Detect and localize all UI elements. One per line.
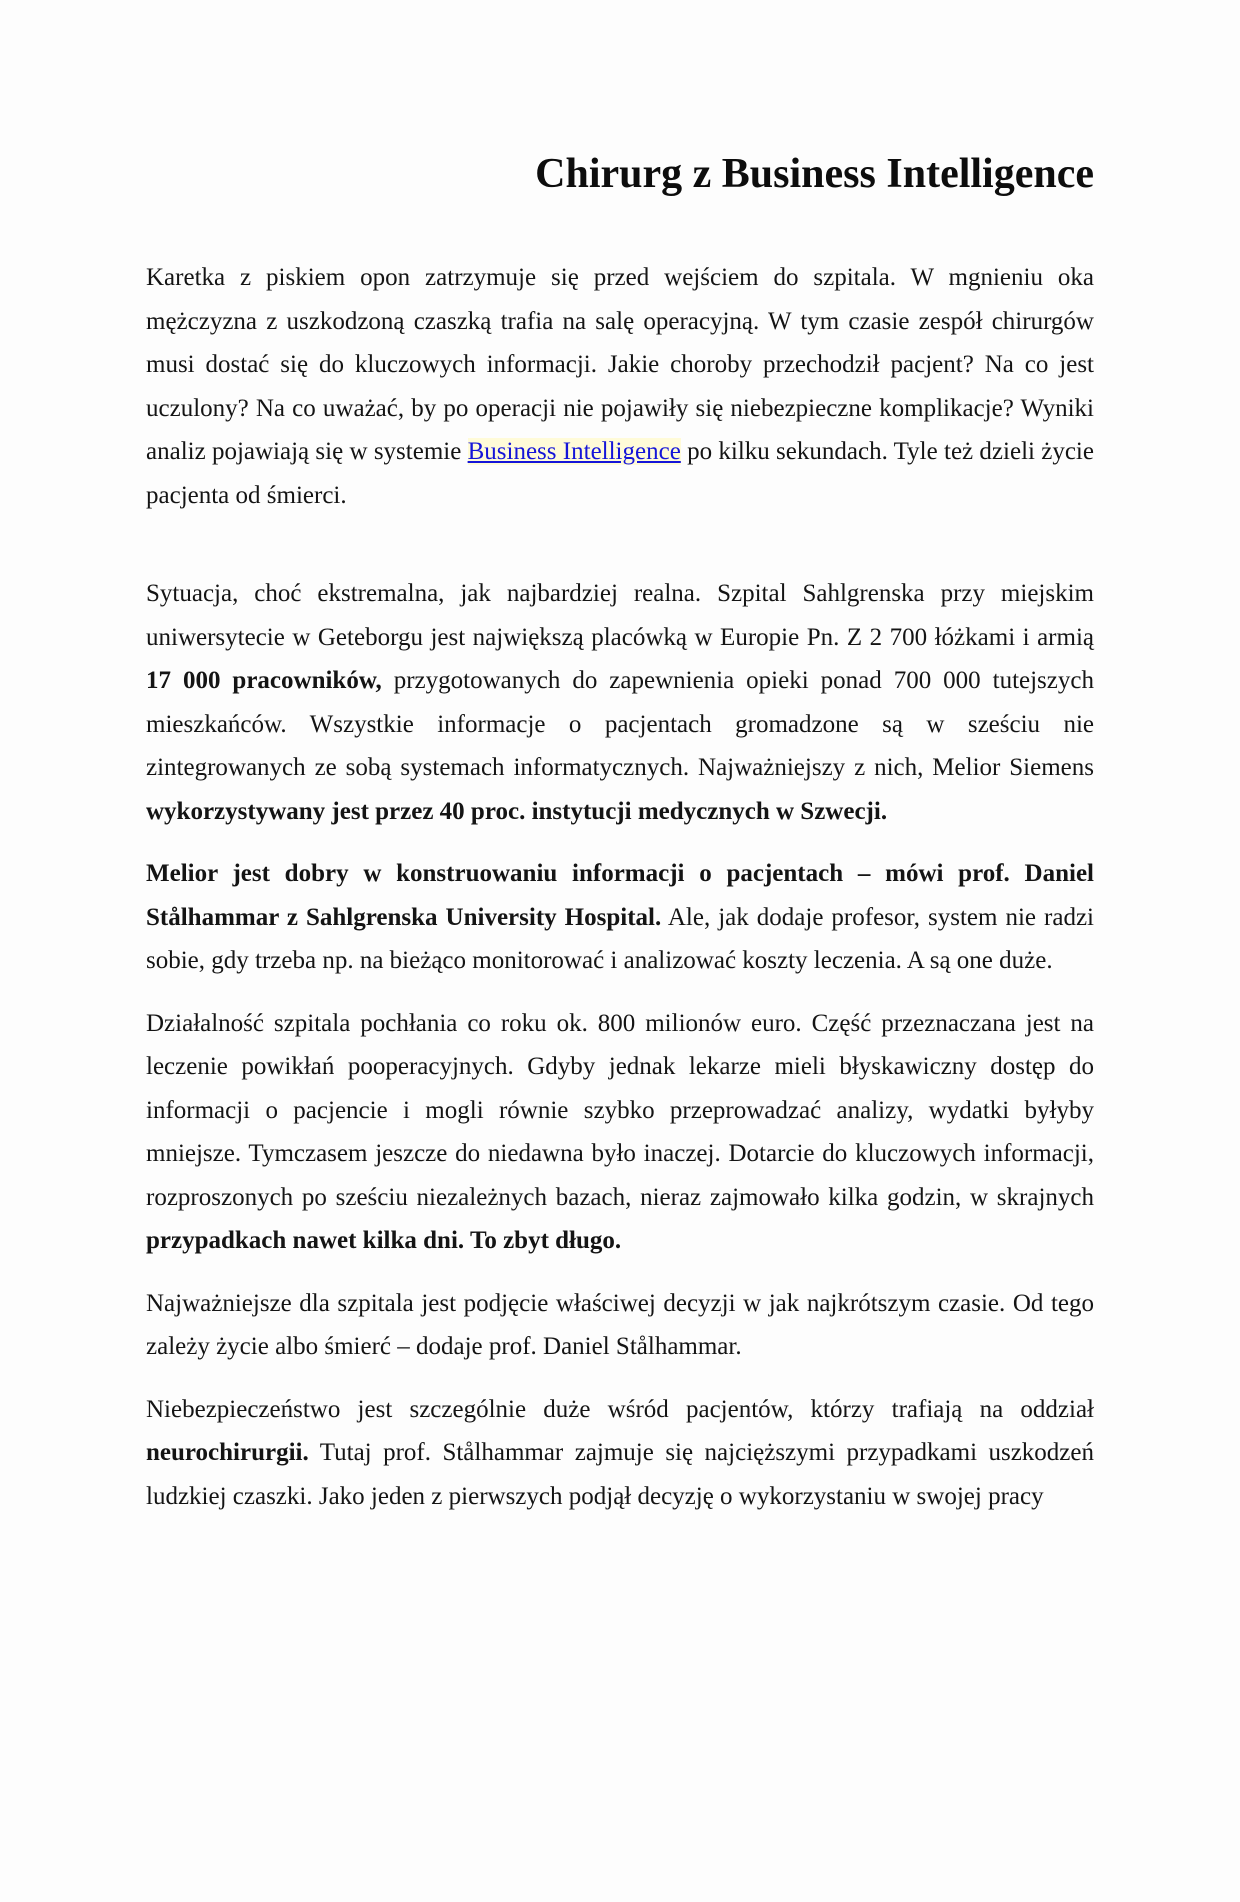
text-run: Karetka z piskiem opon zatrzymuje się przed wejściem do szpitala. W mgnieniu oka mężczyzna z uszkodzoną czaszką trafia na salę operacyjną. W tym czasie zespół chirurgów musi dostać się do kluczowych informacji. Jakie choroby przechodził pacjent? Na co jest uczulony? Na co uważać, by po operacji nie pojawiły się niebezpieczne komplikacje? Wyniki analiz pojawiają się w systemie xyxy=(146,264,1094,465)
text-run: Ale, jak dodaje profesor, system nie radzi sobie, gdy trzeba np. na bieżąco monitorować i analizować koszty leczenia. A są one duże. xyxy=(146,903,1094,974)
bold-text-run: wykorzystywany jest przez 40 proc. instytucji medycznych w Szwecji. xyxy=(146,797,888,825)
document-page xyxy=(0,148,1240,1902)
text-run: Niebezpieczeństwo jest szczególnie duże wśród pacjentów, którzy trafiają na oddział xyxy=(146,1395,1094,1423)
bold-text-run: przypadkach nawet kilka dni. To zbyt długo. xyxy=(146,1227,622,1254)
text-run: Działalność szpitala pochłania co roku ok. 800 milionów euro. Część przeznaczana jest na leczenie powikłań pooperacyjnych. Gdyby jednak lekarze mieli błyskawiczny dostęp do informacji o pacjencie i mogli równie szybko przeprowadzać analizy, wydatki byłyby mniejsze. Tymczasem jeszcze do niedawna było inaczej. Dotarcie do kluczowych informacji, rozproszonych po sześciu niezależnych bazach, nieraz zajmowało kilka godzin, w skrajnych xyxy=(146,1009,1094,1211)
bold-text-run: 17 000 pracowników, xyxy=(146,667,382,694)
text-run: po kilku sekundach. Tyle też dzieli życie pacjenta od śmierci. xyxy=(146,438,1094,509)
text-run: Tutaj prof. Stålhammar zajmuje się najcięższymi przypadkami uszkodzeń ludzkiej czaszki. Jako jeden z pierwszych podjął decyzję o wykorzystaniu w swojej pracy xyxy=(146,1439,1094,1510)
text-run: Sytuacja, choć ekstremalna, jak najbardziej realna. Szpital Sahlgrenska przy miejskim uniwersytecie w Geteborgu jest największą placówką w Europie Pn. Z 2 700 łóżkami i armią xyxy=(146,580,1094,651)
bold-text-run: neurochirurgii. xyxy=(146,1439,309,1466)
paragraph-p5 xyxy=(146,1282,1094,1369)
paragraph-p3 xyxy=(146,852,1094,983)
paragraph-p2 xyxy=(146,572,1094,833)
text-run: Najważniejsze dla szpitala jest podjęcie właściwej decyzji w jak najkrótszym czasie. Od tego zależy życie albo śmierć – dodaje prof. Daniel Stålhammar. xyxy=(146,1289,1094,1360)
document-body xyxy=(146,256,1094,1518)
paragraph-p6 xyxy=(146,1388,1094,1519)
text-run: przygotowanych do zapewnienia opieki ponad 700 000 tutejszych mieszkańców. Wszystkie informacje o pacjentach gromadzone są w sześciu nie zintegrowanych ze sobą systemach informatycznych. Najważniejszy z nich, Melior Siemens xyxy=(146,667,1094,781)
paragraph-p4 xyxy=(146,1002,1094,1263)
document-title: Chirurg z Business Intelligence xyxy=(535,151,1094,197)
business-intelligence-link[interactable]: Business Intelligence xyxy=(467,438,681,465)
bold-text-run: Melior jest dobry w konstruowaniu informacji o pacjentach – mówi prof. Daniel Stålhammar z Sahlgrenska University Hospital. xyxy=(146,860,1094,931)
paragraph-p1 xyxy=(146,256,1094,517)
